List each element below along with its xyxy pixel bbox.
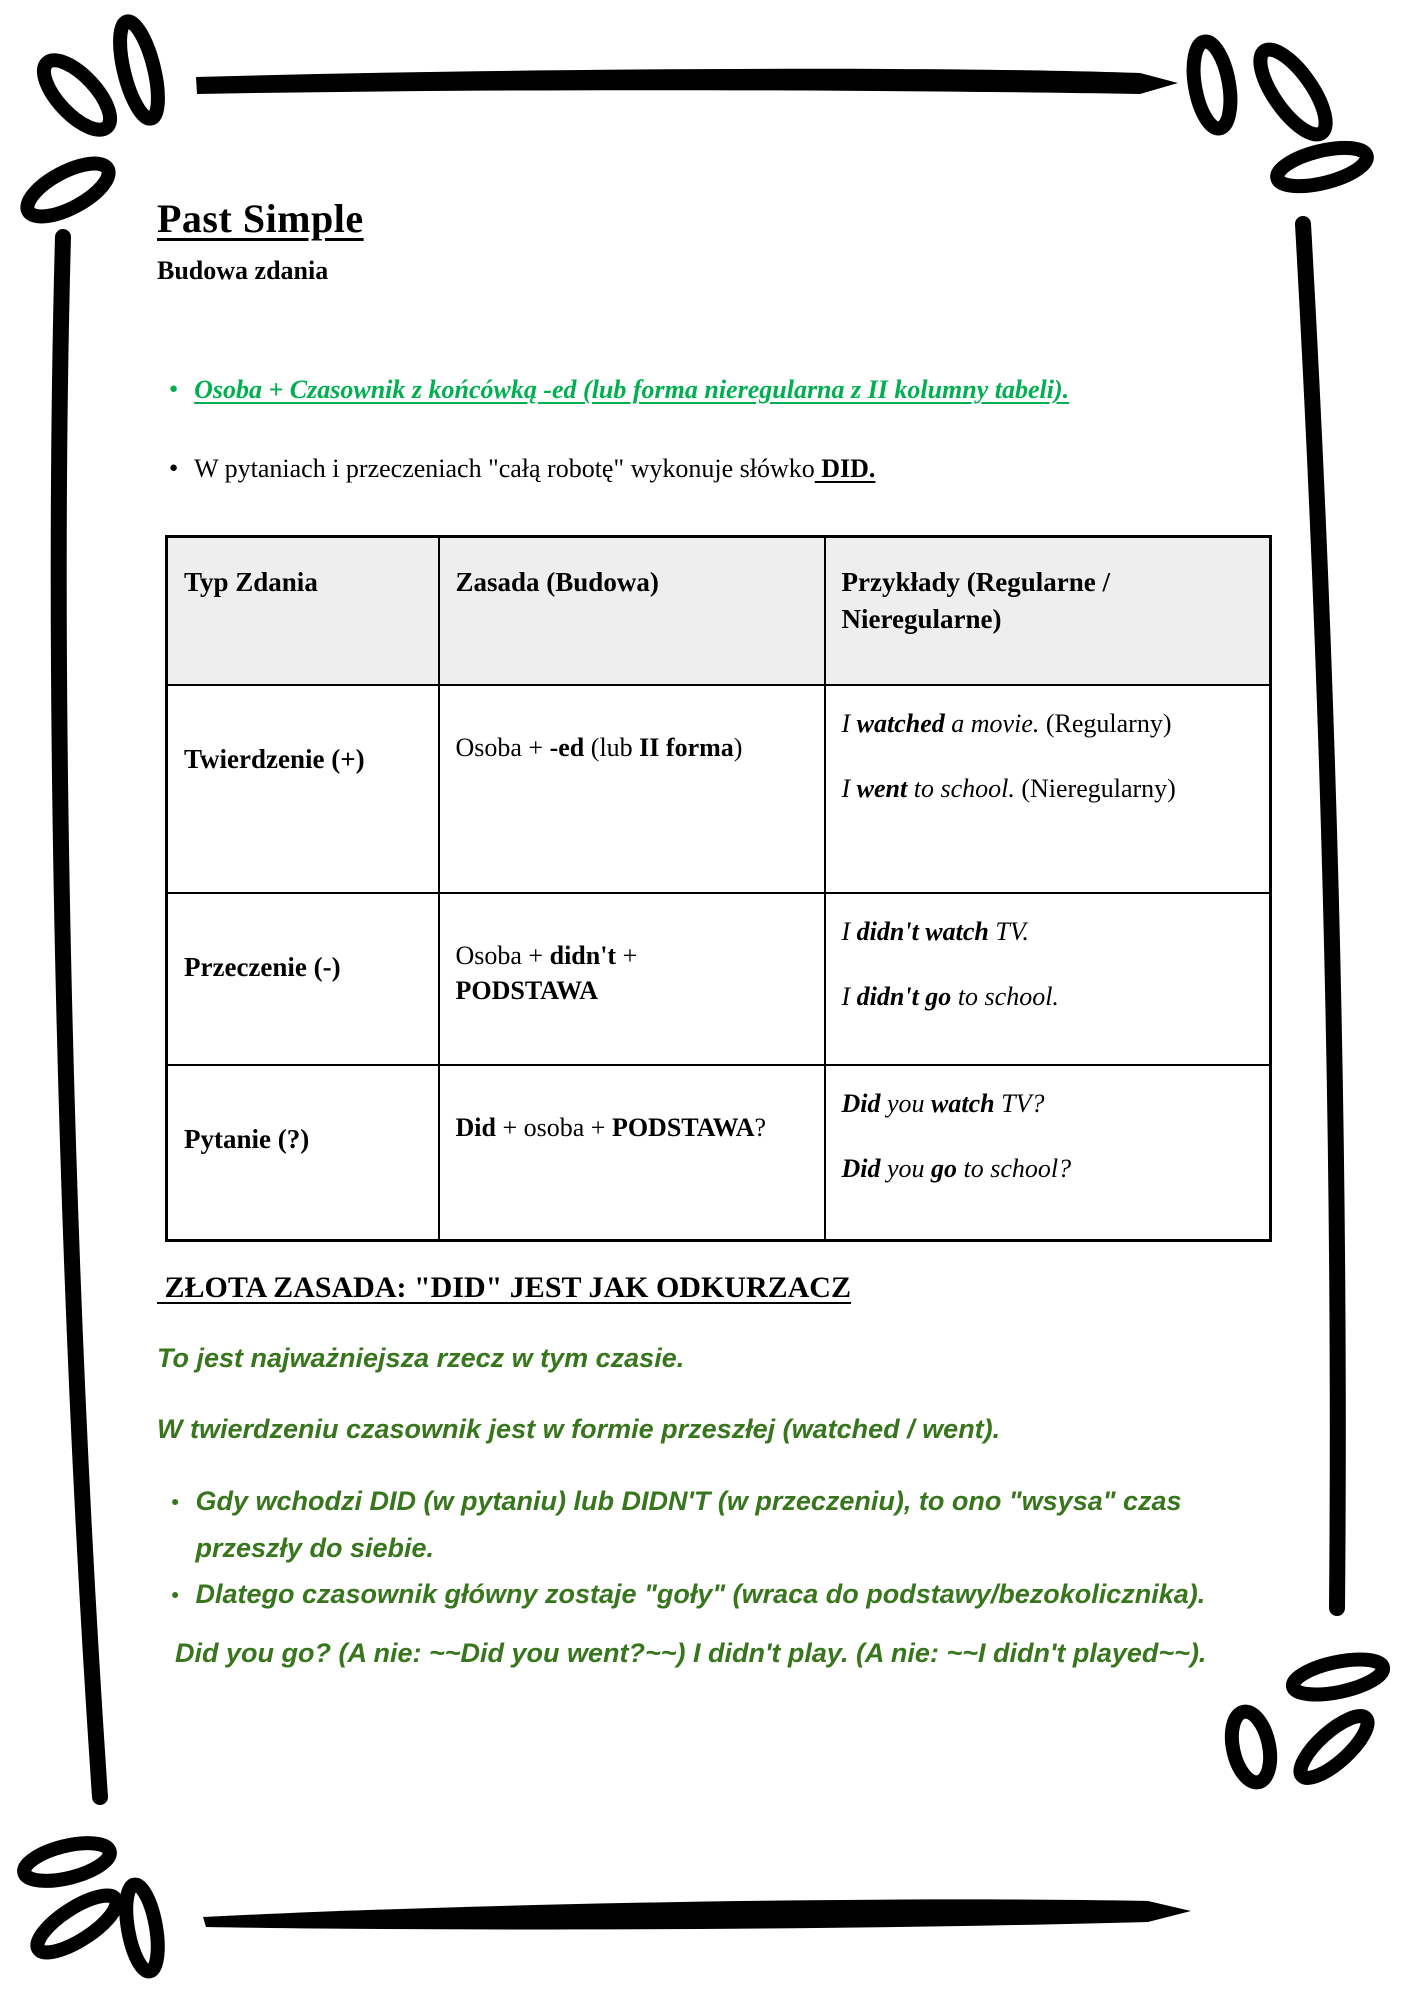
leaf-doodle [1292, 1707, 1376, 1787]
list-item [171, 1478, 1212, 1571]
bullet-icon: ● [169, 380, 179, 397]
list-item [169, 453, 1264, 484]
golden-rule-heading: ZŁOTA ZASADA: "DID" JEST JAK ODKURZACZ [157, 1271, 851, 1305]
rule-cell: Osoba + didn't + PODSTAWA [439, 893, 825, 1065]
rule-cell: Osoba + -ed (lub II forma) [439, 685, 825, 893]
examples-cell [825, 685, 1271, 893]
example-sentence: Did you watch TV? [841, 1088, 1045, 1118]
bullet-icon: ● [169, 460, 179, 477]
sentence-type-cell: Przeczenie (-) [167, 893, 439, 1065]
grammar-table [165, 535, 1272, 1242]
example-sentence: I went to school. (Nieregularny) [841, 773, 1176, 803]
sentence-type-cell: Pytanie (?) [167, 1065, 439, 1241]
golden-rule-section [157, 1270, 1264, 1676]
example-sentence: Did you go to school? [841, 1153, 1072, 1183]
column-header-type: Typ Zdania [167, 537, 439, 685]
bullet-text: Gdy wchodzi DID (w pytaniu) lub DIDN'T (w przeczeniu), to ono "wsysa" czas przeszły do siebie. [195, 1486, 1182, 1563]
bullet-icon: ● [171, 1493, 180, 1510]
page-subtitle: Budowa zdania [157, 256, 329, 285]
column-header-examples: Przykłady (Regularne / Nieregularne) [825, 537, 1271, 685]
table-header-row [167, 537, 1271, 685]
examples-cell [825, 893, 1271, 1065]
rule-cell: Did + osoba + PODSTAWA? [439, 1065, 825, 1241]
bullet-text: Dlatego czasownik główny zostaje "goły" (wraca do podstawy/bezokolicznika). [195, 1579, 1206, 1610]
golden-rule-bullet-list [157, 1478, 1264, 1617]
leaf-doodle [30, 1886, 125, 1963]
example-note: Did you go? (A nie: ~~Did you went?~~) I didn't play. (A nie: ~~I didn't played~~). [175, 1637, 1207, 1668]
examples-cell [825, 1065, 1271, 1241]
bullet-text: Osoba + Czasownik z końcówką -ed (lub forma nieregularna z II kolumny tabeli). [194, 374, 1070, 404]
table-row [167, 1065, 1271, 1241]
golden-rule-paragraph: W twierdzeniu czasownik jest w formie przeszłej (watched / went). [157, 1414, 1001, 1445]
leaf-doodle [1226, 1708, 1276, 1786]
column-header-rule: Zasada (Budowa) [439, 537, 825, 685]
example-sentence: I didn't watch TV. [841, 916, 1029, 946]
corner-decoration-bottom-left [20, 1836, 163, 1974]
table-row [167, 893, 1271, 1065]
leaf-doodle [20, 1836, 113, 1888]
golden-rule-paragraph: To jest najważniejsza rzecz w tym czasie. [157, 1343, 685, 1374]
list-item [169, 374, 1264, 405]
table-row [167, 685, 1271, 893]
leaf-doodle [121, 1882, 164, 1974]
bullet-text: W pytaniach i przeczeniach "całą robotę" wykonuje słówko DID. [194, 454, 876, 484]
list-item [171, 1571, 1212, 1617]
page-title: Past Simple [157, 196, 364, 241]
example-sentence: I watched a movie. (Regularny) [841, 708, 1172, 738]
bottom-border-line [203, 1899, 1191, 1929]
bullet-icon: ● [171, 1586, 180, 1603]
sentence-type-cell: Twierdzenie (+) [167, 685, 439, 893]
intro-bullet-list [157, 374, 1264, 484]
example-sentence: I didn't go to school. [841, 981, 1059, 1011]
